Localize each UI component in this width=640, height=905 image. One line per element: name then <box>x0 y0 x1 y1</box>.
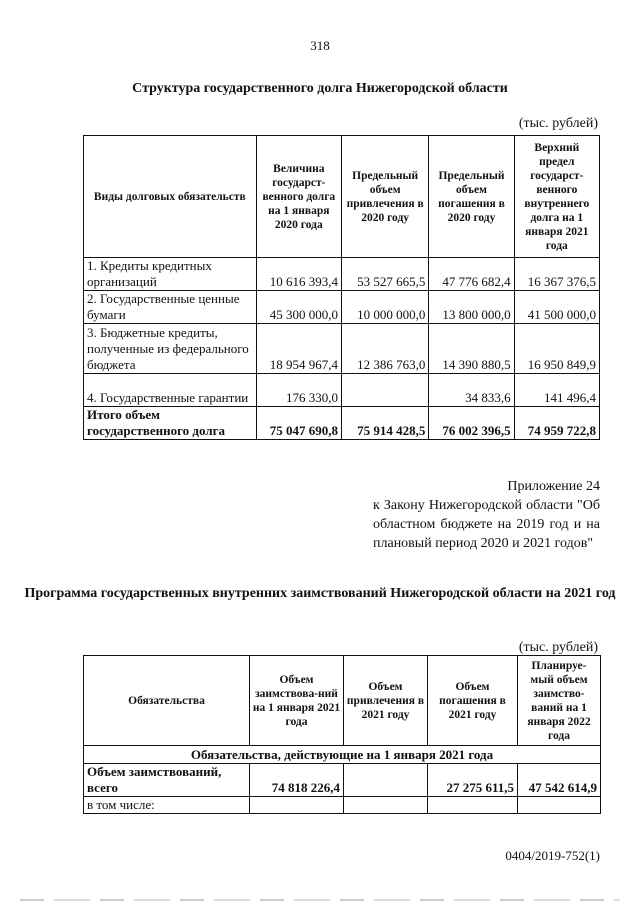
debt-structure-units: (тыс. рублей) <box>518 116 598 131</box>
table-cell: 53 527 665,5 <box>341 258 428 291</box>
table-cell: 76 002 396,5 <box>429 407 514 440</box>
column-header: Предельный объем погашения в 2020 году <box>429 136 514 258</box>
borrowing-program-title: Программа государственных внутренних заимствований Нижегородской области на 2021 год <box>24 586 616 601</box>
table-cell: 75 047 690,8 <box>256 407 341 440</box>
row-label: в том числе: <box>84 797 250 814</box>
scan-artifact <box>20 899 620 901</box>
section-row <box>84 746 601 764</box>
column-header: Объем заимствова-ний на 1 января 2021 года <box>250 656 344 746</box>
table-row <box>84 258 600 291</box>
column-header: Предельный объем привлечения в 2020 году <box>341 136 428 258</box>
table-cell: 45 300 000,0 <box>256 291 341 324</box>
row-label: 4. Государственные гарантии <box>84 374 257 407</box>
column-header: Планируе-мый объем заимство-ваний на 1 января 2022 года <box>518 656 601 746</box>
table-row <box>84 797 601 814</box>
row-label: 3. Бюджетные кредиты, полученные из федерального бюджета <box>84 324 257 374</box>
borrowing-program-table <box>83 655 601 814</box>
table-cell: 47 776 682,4 <box>429 258 514 291</box>
table-cell: 176 330,0 <box>256 374 341 407</box>
column-header: Виды долговых обязательств <box>84 136 257 258</box>
table-row <box>84 374 600 407</box>
table-cell: 75 914 428,5 <box>341 407 428 440</box>
debt-structure-title: Структура государственного долга Нижегородской области <box>132 81 508 96</box>
table-cell: 18 954 967,4 <box>256 324 341 374</box>
table-cell: 12 386 763,0 <box>341 324 428 374</box>
appendix-number: Приложение 24 <box>507 479 600 494</box>
table-header-row <box>84 136 600 258</box>
row-label: Итого объем государственного долга <box>84 407 257 440</box>
table-cell: 27 275 611,5 <box>428 764 518 797</box>
column-header: Обязательства <box>84 656 250 746</box>
row-label: 1. Кредиты кредитных организаций <box>84 258 257 291</box>
table-cell: 10 000 000,0 <box>341 291 428 324</box>
column-header: Объем привлечения в 2021 году <box>344 656 428 746</box>
table-row <box>84 291 600 324</box>
section-heading: Обязательства, действующие на 1 января 2021 года <box>84 746 601 764</box>
column-header: Объем погашения в 2021 году <box>428 656 518 746</box>
table-cell: 10 616 393,4 <box>256 258 341 291</box>
table-cell: 41 500 000,0 <box>514 291 599 324</box>
table-cell: 14 390 880,5 <box>429 324 514 374</box>
appendix-note <box>373 477 600 553</box>
table-cell: 34 833,6 <box>429 374 514 407</box>
table-row <box>84 324 600 374</box>
row-label: Объем заимствований, всего <box>84 764 250 797</box>
table-cell: 141 496,4 <box>514 374 599 407</box>
total-row <box>84 407 600 440</box>
table-cell: 74 959 722,8 <box>514 407 599 440</box>
table-cell: 47 542 614,9 <box>518 764 601 797</box>
appendix-law-reference: к Закону Нижегородской области "Об областном бюджете на 2019 год и на плановый период 2020 и 2021 годов" <box>373 498 600 551</box>
table-header-row <box>84 656 601 746</box>
table-cell <box>344 764 428 797</box>
table-cell: 74 818 226,4 <box>250 764 344 797</box>
table-cell <box>518 797 601 814</box>
table-row <box>84 764 601 797</box>
borrowing-program-units: (тыс. рублей) <box>518 640 598 655</box>
table-cell <box>428 797 518 814</box>
row-label: 2. Государственные ценные бумаги <box>84 291 257 324</box>
table-cell <box>250 797 344 814</box>
page-number: 318 <box>310 38 330 53</box>
column-header: Верхний предел государст-венного внутреннего долга на 1 января 2021 года <box>514 136 599 258</box>
table-cell <box>344 797 428 814</box>
document-code: 0404/2019-752(1) <box>505 848 600 863</box>
table-cell: 16 950 849,9 <box>514 324 599 374</box>
debt-structure-table <box>83 135 600 440</box>
table-cell: 13 800 000,0 <box>429 291 514 324</box>
table-cell: 16 367 376,5 <box>514 258 599 291</box>
column-header: Величина государст-венного долга на 1 января 2020 года <box>256 136 341 258</box>
table-cell <box>341 374 428 407</box>
